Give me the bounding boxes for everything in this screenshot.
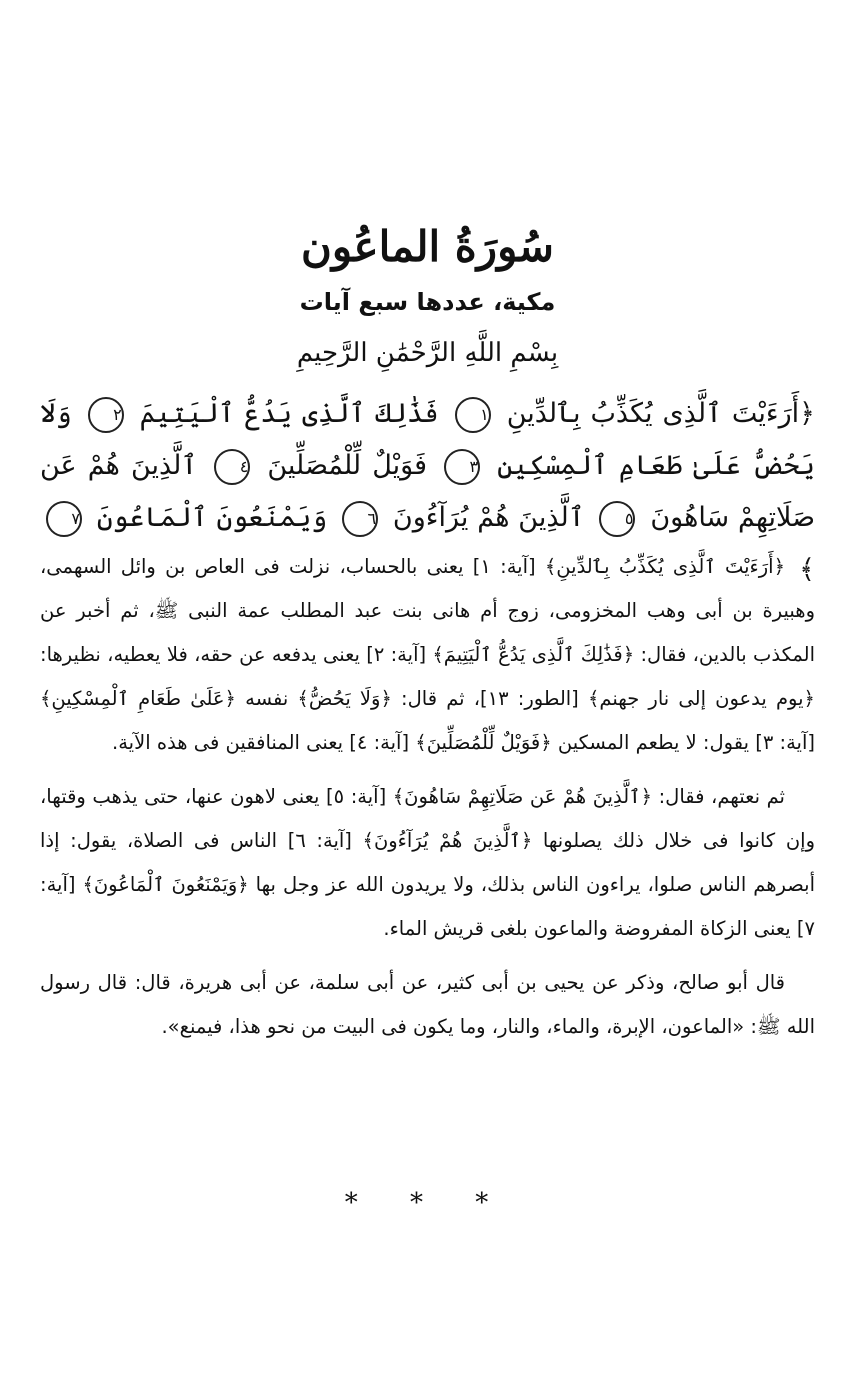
ayah-number-marker: ٢ (88, 397, 124, 433)
section-separator: * * * (344, 1188, 511, 1218)
ayah-number-marker: ٥ (599, 501, 635, 537)
verse-text: ﴿أَرَءَيْتَ ٱلَّذِى يُكَذِّبُ بِٱلدِّينِ (506, 398, 815, 429)
basmala: بِسْمِ اللَّهِ الرَّحْمَٰنِ الرَّحِيمِ (296, 338, 559, 368)
surah-subtitle: مكية، عددها سبع آيات (299, 288, 556, 316)
commentary-paragraph: ﴿أَرَءَيْتَ ٱلَّذِى يُكَذِّبُ بِٱلدِّينِ﴾ [آية: ١] يعنى بالحساب، نزلت فى العاص بن وائل السهمى، وهبيرة بن أبى وهب المخزومى، زوج أم هانى بنت عبد المطلب عمة النبى ﷺ، ثم أخبر عن المكذب بالدين، فقال: ﴿فَذَٰلِكَ ٱلَّذِى يَدُعُّ ٱلْيَتِيمَ﴾ [آية: ٢] يعنى يدفعه عن حقه، فلا يعطيه، نظيرها: ﴿يوم يدعون إلى نار جهنم﴾ [الطور: ١٣]، ثم قال: ﴿وَلَا يَحُضُّ﴾ نفسه ﴿عَلَىٰ طَعَامِ ٱلْمِسْكِينِ﴾ [آية: ٣] يقول: لا يطعم المسكين ﴿فَوَيْلٌ لِّلْمُصَلِّينَ﴾ [آية: ٤] يعنى المنافقين فى هذه الآية. (40, 555, 815, 754)
document-page (40, 0, 815, 1373)
verse-text: فَوَيْلٌ لِّلْمُصَلِّينَ (267, 450, 428, 481)
ayah-number-marker: ٣ (444, 449, 480, 485)
verse-text: ٱلَّذِينَ هُمْ عَن صَلَاتِهِمْ سَاهُونَ (40, 450, 815, 533)
commentary-paragraph: ثم نعتهم، فقال: ﴿ٱلَّذِينَ هُمْ عَن صَلَاتِهِمْ سَاهُونَ﴾ [آية: ٥] يعنى لاهون عنها، حتى يذهب وقتها، وإن كانوا فى خلال ذلك يصلونها ﴿ٱلَّذِينَ هُمْ يُرَآءُونَ﴾ [آية: ٦] الناس فى الصلاة، يقول: إذا أبصرهم الناس صلوا، يراءون الناس بذلك، ولا يريدون الله عز وجل بها ﴿وَيَمْنَعُونَ ٱلْمَاعُونَ﴾ [آية: ٧] يعنى الزكاة المفروضة والماعون بلغى قريش الماء. (40, 785, 815, 940)
verse-text: فَذَٰلِكَ ٱلَّذِى يَدُعُّ ٱلْيَتِيمَ (139, 398, 439, 429)
ayah-number-marker: ٤ (214, 449, 250, 485)
commentary-paragraph: قال أبو صالح، وذكر عن يحيى بن أبى كثير، عن أبى سلمة، عن أبى هريرة، قال: قال رسول الله ﷺ: «الماعون، الإبرة، والماء، والنار، وما يكون فى البيت من نحو هذا، فيمنع». (40, 971, 815, 1038)
commentary (40, 545, 815, 1059)
verse-text: وَلَا يَحُضُّ عَلَىٰ طَعَامِ ٱلْمِسْكِينِ (40, 398, 815, 481)
surah-title: سُورَةُ الماعُون (301, 222, 554, 271)
ayah-number-marker: ٧ (46, 501, 82, 537)
verse-text: وَيَمْنَعُونَ ٱلْمَاعُونَ (96, 502, 328, 533)
verse-text: ٱلَّذِينَ هُمْ يُرَآءُونَ (392, 502, 585, 533)
ayah-number-marker: ٦ (342, 501, 378, 537)
verses-close-bracket: ﴾ (799, 554, 815, 585)
ayah-number-marker: ١ (455, 397, 491, 433)
